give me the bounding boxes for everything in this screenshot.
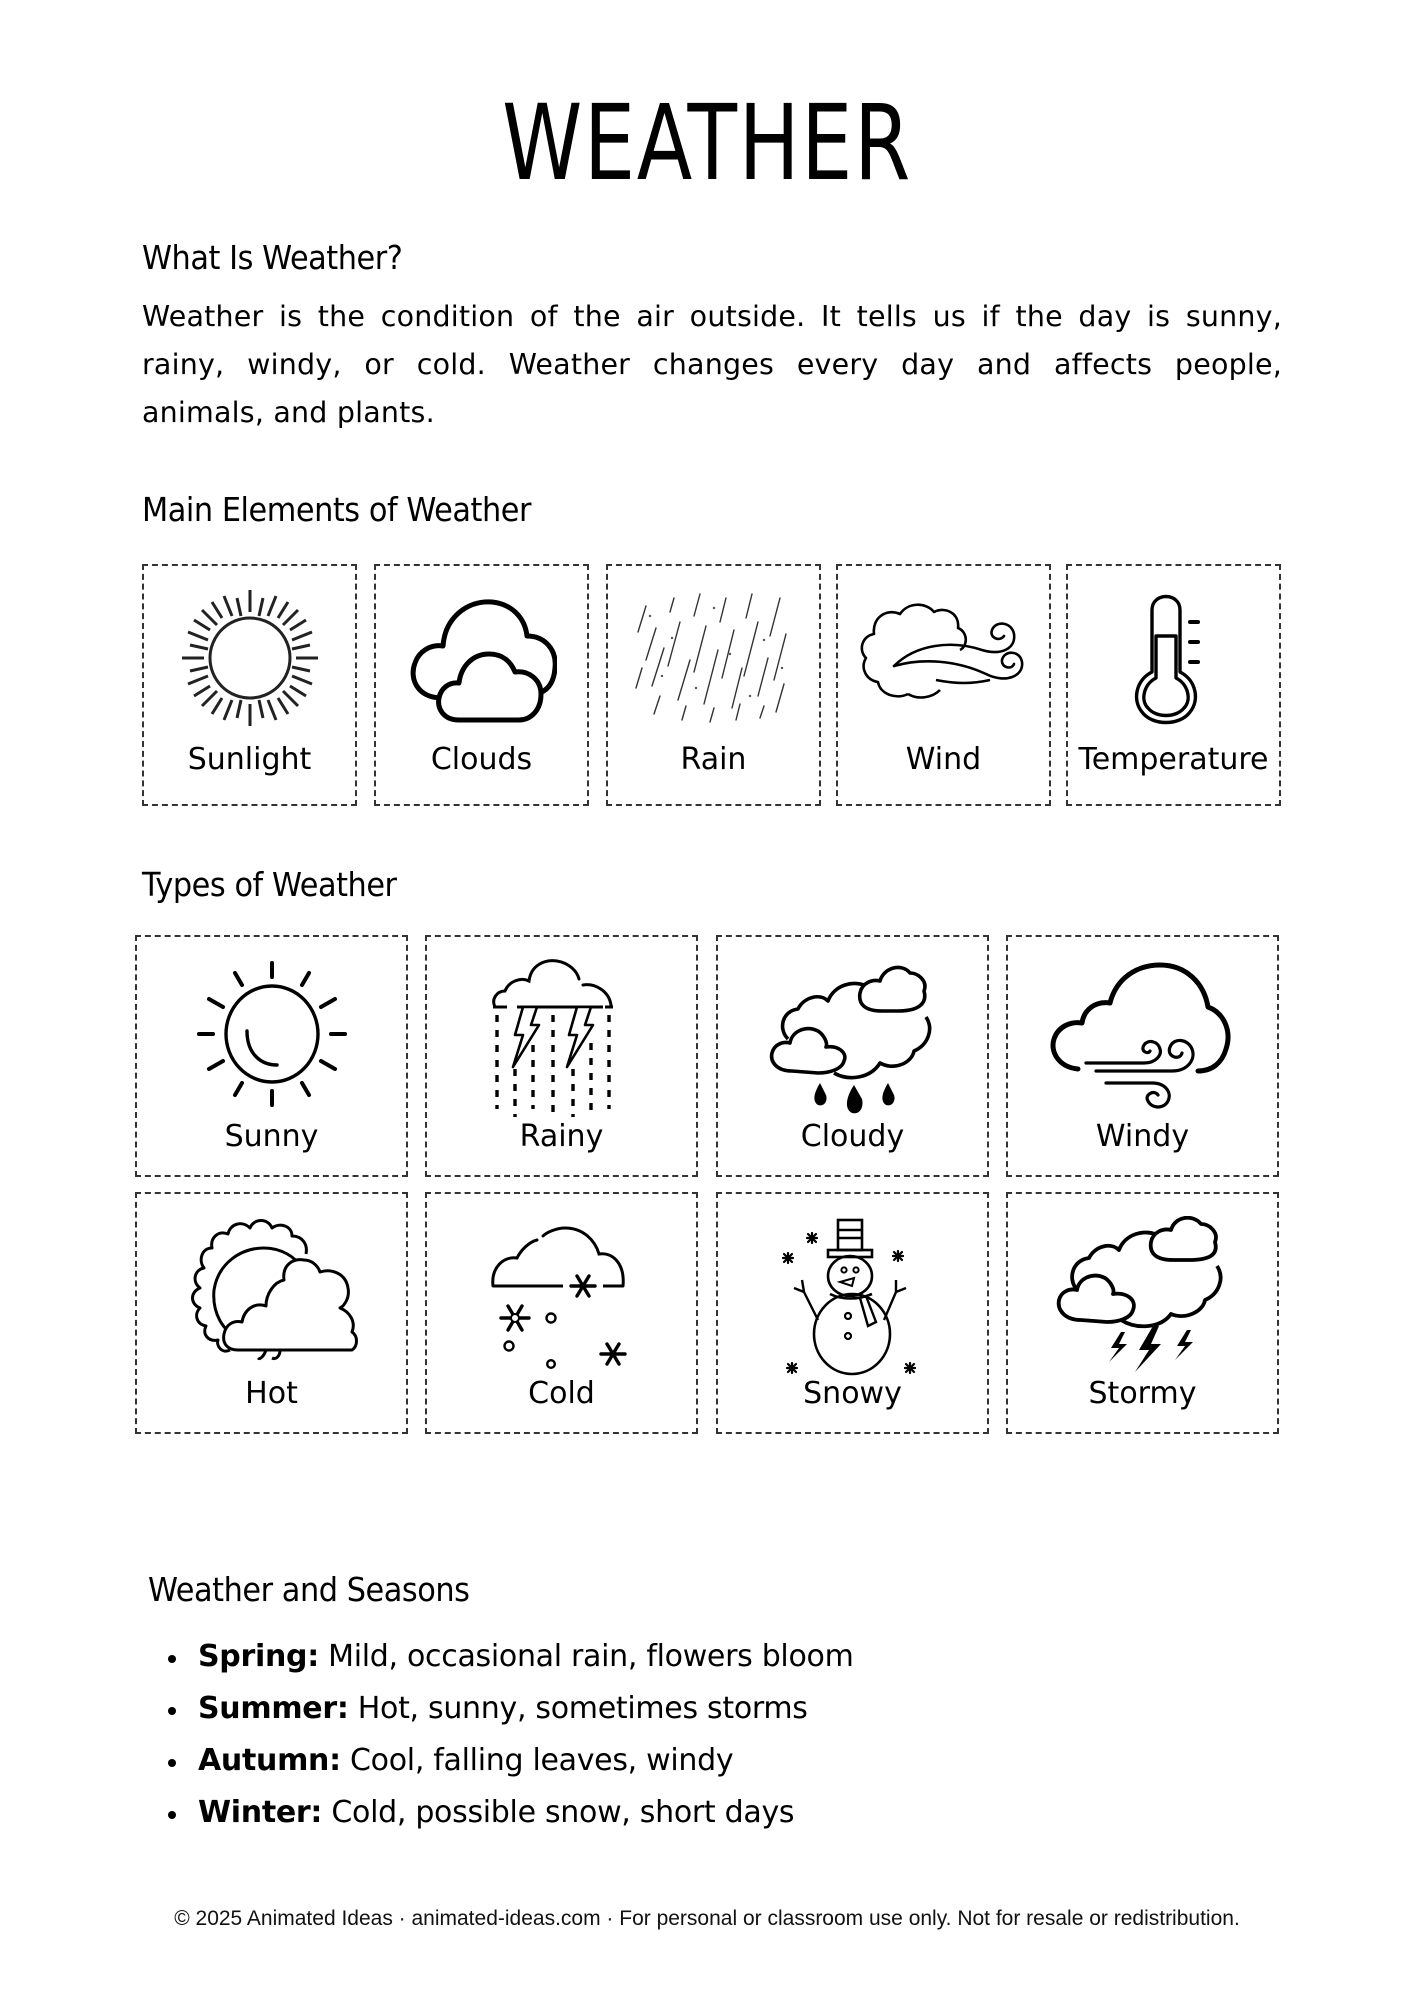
element-label: Rain	[680, 742, 747, 777]
weather-label: Stormy	[1088, 1376, 1197, 1411]
thermometer-icon	[1068, 588, 1279, 728]
element-card-temperature	[1066, 564, 1281, 806]
element-label: Wind	[905, 742, 982, 777]
element-card-sunlight	[142, 564, 357, 806]
sun-icon	[137, 959, 406, 1109]
element-card-clouds	[374, 564, 589, 806]
section-heading-what-is-weather: What Is Weather?	[142, 238, 403, 277]
weather-card-snowy	[716, 1192, 989, 1434]
element-label: Sunlight	[187, 742, 312, 777]
season-item-autumn: Autumn: Cool, falling leaves, windy	[160, 1735, 854, 1787]
rain-icon	[608, 588, 819, 728]
weather-label: Windy	[1095, 1119, 1190, 1154]
element-label: Clouds	[430, 742, 533, 777]
element-card-wind	[836, 564, 1051, 806]
weather-label: Sunny	[224, 1119, 319, 1154]
weather-card-sunny	[135, 935, 408, 1177]
season-item-winter: Winter: Cold, possible snow, short days	[160, 1787, 854, 1839]
page-title: WEATHER	[502, 82, 912, 204]
season-item-summer: Summer: Hot, sunny, sometimes storms	[160, 1683, 854, 1735]
element-label: Temperature	[1078, 742, 1269, 777]
section-heading-main-elements: Main Elements of Weather	[142, 490, 532, 529]
cloud-raindrops-icon	[718, 959, 987, 1109]
sun-behind-cloud-icon	[137, 1216, 406, 1366]
section-heading-types-of-weather: Types of Weather	[142, 865, 397, 904]
element-card-rain	[606, 564, 821, 806]
cloud-wind-icon	[1008, 959, 1277, 1109]
weather-card-stormy	[1006, 1192, 1279, 1434]
weather-label: Cloudy	[800, 1119, 905, 1154]
snowman-icon	[718, 1216, 987, 1366]
wind-icon	[838, 588, 1049, 728]
storm-clouds-lightning-icon	[1008, 1216, 1277, 1366]
weather-label: Rainy	[519, 1119, 604, 1154]
thunder-rain-cloud-icon	[427, 959, 696, 1109]
clouds-icon	[376, 588, 587, 728]
weather-card-cloudy	[716, 935, 989, 1177]
weather-label: Hot	[245, 1376, 298, 1411]
sunlight-icon	[144, 588, 355, 728]
weather-card-cold	[425, 1192, 698, 1434]
season-item-spring: Spring: Mild, occasional rain, flowers bloom	[160, 1631, 854, 1683]
weather-card-hot	[135, 1192, 408, 1434]
weather-card-rainy	[425, 935, 698, 1177]
section-heading-weather-and-seasons: Weather and Seasons	[148, 1570, 470, 1609]
copyright-footer: © 2025 Animated Ideas · animated-ideas.com · For personal or classroom use only. Not for resale or redistribution.	[174, 1907, 1240, 1930]
weather-card-windy	[1006, 935, 1279, 1177]
seasons-list	[160, 1631, 854, 1839]
cloud-snowflakes-icon	[427, 1216, 696, 1366]
weather-label: Cold	[528, 1376, 595, 1411]
intro-paragraph: Weather is the condition of the air outside. It tells us if the day is sunny, rainy, windy, or cold. Weather changes every day and affects people, animals, and plants.	[142, 300, 1282, 429]
weather-label: Snowy	[803, 1376, 902, 1411]
